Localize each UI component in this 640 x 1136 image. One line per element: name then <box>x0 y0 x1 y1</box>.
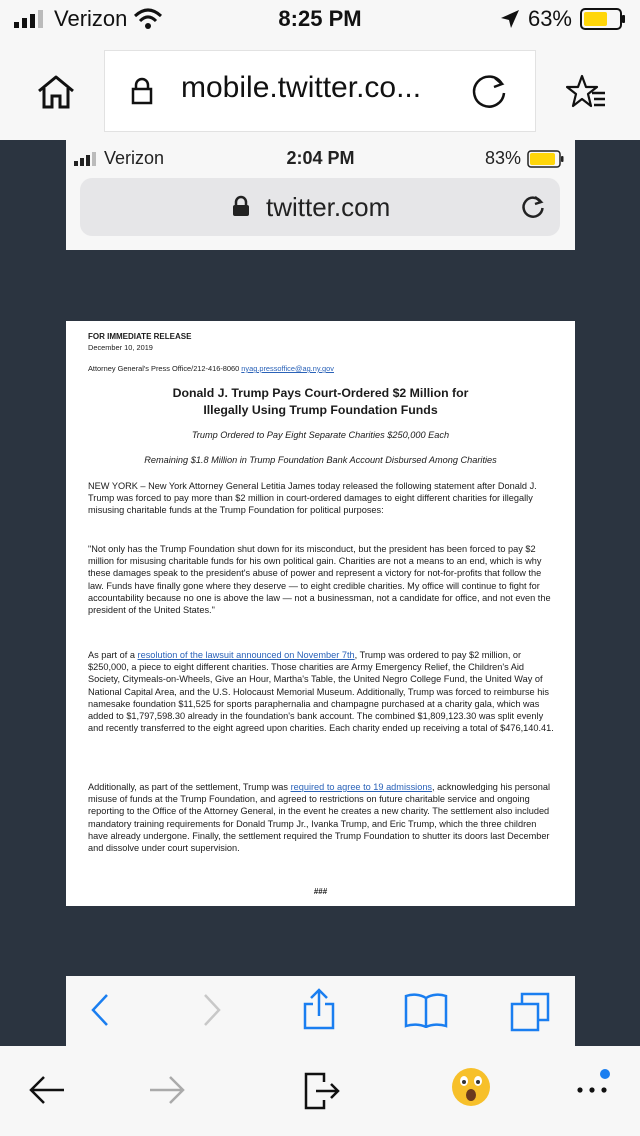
end-marker: ### <box>313 887 328 896</box>
location-icon <box>500 9 520 29</box>
share-exit-icon[interactable] <box>302 1070 342 1112</box>
back-arrow-icon[interactable] <box>28 1074 66 1106</box>
lawsuit-resolution-link[interactable]: resolution of the lawsuit announced on November 7th <box>137 650 355 660</box>
subtitle-1: Trump Ordered to Pay Eight Separate Charities $250,000 Each <box>191 430 450 440</box>
bottom-toolbar <box>0 1046 640 1136</box>
press-contact: Attorney General's Press Office/212-416-8060 nyag.pressoffice@ag.ny.gov <box>88 364 334 373</box>
document-title-line1: Donald J. Trump Pays Court-Ordered $2 Million for <box>172 386 469 400</box>
surprised-emoji-icon[interactable] <box>450 1066 492 1108</box>
paragraph-2: "Not only has the Trump Foundation shut down for its misconduct, but the president has been forced to pay $2 million for misusing charitable funds for his own political gain. Charities are not a means to an end, which is why these damages speak to the president's abuse of power and represent a victory for not-for-profits that follow the law. Funds have finally gone where they deserve — to eight credible charities. My office will continue to fight for accountability because no one is above the law — not a businessman, not a candidate for office, and not even the president of the United States." <box>88 544 551 616</box>
reload-icon <box>520 194 546 220</box>
inner-browser-toolbar <box>66 976 575 1046</box>
carrier: Verizon <box>14 6 163 32</box>
address-bar[interactable] <box>104 50 536 132</box>
subtitle-2: Remaining $1.8 Million in Trump Foundation Bank Account Disbursed Among Charities <box>144 455 497 465</box>
url-text: mobile.twitter.co... <box>181 71 422 104</box>
lock-icon <box>232 195 250 217</box>
forward-icon <box>202 992 222 1028</box>
battery-icon <box>580 8 626 30</box>
paragraph-3: As part of a resolution of the lawsuit announced on November 7th, Trump was ordered to pay $2 million, or $250,000, a piece to eight different charities. Those charities are Army Emergency Relief, the Children's Aid Society, Citymeals-on-Wheels, Give an Hour, Martha's Table, the United Negro College Fund, the United Way of National Capital Area, and the U.S. Holocaust Memorial Museum. Additionally, Trump was forced to reimburse his namesake foundation $11,525 for sports paraphernalia and champagne purchased at a charity gala, which was added to $1,797,598.30 already in the foundation's bank account. The combined $1,809,123.30 was split evenly and recently transferred to the eight agreed upon charities. Each charity ended up receiving a total of $476,140.41. <box>88 650 554 734</box>
status-bar <box>0 0 640 42</box>
press-email-link[interactable]: nyag.pressoffice@ag.ny.gov <box>241 364 334 373</box>
inner-address-bar <box>80 178 560 236</box>
release-label: FOR IMMEDIATE RELEASE <box>88 332 192 341</box>
status-right: 63% <box>500 6 626 32</box>
embedded-screenshot-header: Verizon 2:04 PM 83% twitter.com <box>66 140 575 250</box>
reload-icon[interactable] <box>469 71 509 111</box>
status-time: 8:25 PM <box>278 6 362 31</box>
battery-icon <box>527 150 565 168</box>
more-options-icon[interactable] <box>574 1068 614 1096</box>
release-date: December 10, 2019 <box>88 343 153 352</box>
browser-toolbar <box>0 42 640 140</box>
inner-url-text: twitter.com <box>266 192 391 222</box>
paragraph-4: Additionally, as part of the settlement, Trump was required to agree to 19 admissions, acknowledging his personal misuse of funds at the Trump Foundation, and agreed to restrictions on future charitable service and ongoing reporting to the Office of the Attorney General, in the event he creates a new charity. The settlement also included mandatory training requirements for Donald Trump Jr., Ivanka Trump, and Eric Trump, which the three children have already undergone. Finally, the settlement required the Trump Foundation to shutter its doors last December and dissolve under court supervision. <box>88 782 551 854</box>
lock-icon <box>131 77 153 105</box>
tabs-icon <box>510 992 550 1032</box>
share-icon <box>302 988 336 1030</box>
forward-arrow-icon[interactable] <box>148 1074 186 1106</box>
bookmarks-icon <box>404 992 448 1028</box>
paragraph-1: NEW YORK – New York Attorney General Letitia James today released the following statement after Donald J. Trump was forced to pay more than $2 million in court-ordered damages to eight different charities for illegally misusing charitable funds at the Trump Foundation for political purposes: <box>88 481 537 516</box>
admissions-link[interactable]: required to agree to 19 admissions <box>290 782 433 792</box>
inner-time: 2:04 PM <box>286 148 355 168</box>
document-title-line2: Illegally Using Trump Foundation Funds <box>203 403 438 417</box>
home-icon[interactable] <box>36 74 76 110</box>
bookmark-star-icon[interactable] <box>566 74 606 110</box>
press-release-document <box>66 321 575 906</box>
back-icon <box>90 992 110 1028</box>
